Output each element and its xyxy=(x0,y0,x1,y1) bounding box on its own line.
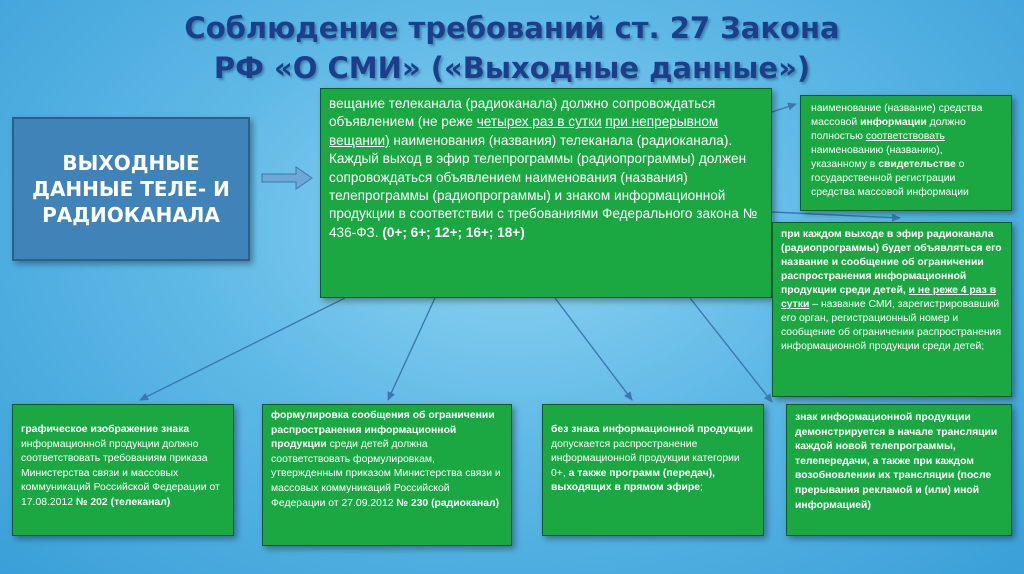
r1-text-7: о государственной регистрации средства массовой информации xyxy=(811,159,969,198)
b3-text-4: ; xyxy=(699,482,703,494)
r2-text-4: название СМИ, зарегистрировавший его орган, регистрационный номер и сообщение об ограничении распространения информационной продукции среди детей; xyxy=(781,299,1002,352)
r2-text-3: – xyxy=(809,299,821,310)
r1-text-6: свидетельстве xyxy=(878,159,956,170)
b2-text-4: (радиоканал) xyxy=(428,497,500,509)
b1-text-2: информационной продукции должно соответствовать требованиям приказа Министерства связи и массовых коммуникаций Российской Федерации от 17.08.2012 xyxy=(21,438,220,508)
arrow-to-bottom-4 xyxy=(690,298,772,402)
output-data-title-box xyxy=(12,117,250,261)
b1-text-4: (телеканал) xyxy=(107,496,171,508)
main-text-1: вещание телеканала (радиоканала) должно сопровождаться объявлением (не реже xyxy=(329,96,716,130)
media-name-box xyxy=(800,95,1012,211)
arrow-to-bottom-1 xyxy=(140,298,345,400)
b1-text-1: графическое изображение знака xyxy=(21,424,190,435)
message-wording-box xyxy=(262,404,512,546)
main-text-5: наименования (названия) телеканала (радиоканала). Каждый выход в эфир телепрограммы (радиопрограммы) должен сопровождаться объявлением наименования (названия) телепрограммы (радиопрограммы) и знаком информационной продукции в соответствии с требованиями Федерального закона № 436-ФЗ. xyxy=(329,132,758,240)
r1-text-5: наименованию (названию), указанному в xyxy=(811,145,943,170)
radio-announcement-box xyxy=(772,222,1012,397)
b3-text-2: допускается распространение информационной продукции категории 0+, xyxy=(551,438,740,479)
graphic-sign-box xyxy=(12,404,234,536)
title-line-2: РФ «О СМИ» («Выходные данные») xyxy=(213,51,811,85)
arrow-to-bottom-2 xyxy=(388,298,435,400)
sign-display-box xyxy=(786,404,1012,536)
main-text-6: (0+; 6+; 12+; 16+; 18+) xyxy=(382,224,525,240)
main-text-4: при непрерывном вещании) xyxy=(329,114,719,148)
r1-text-2: информации xyxy=(860,117,927,128)
b2-text-1: формулировка сообщения об ограничении распространения информационной продукции xyxy=(271,410,495,451)
r2-text-2: и не реже 4 раз в сутки xyxy=(781,285,997,310)
output-data-title: ВЫХОДНЫЕ ДАННЫЕ ТЕЛЕ- И РАДИОКАНАЛА xyxy=(32,151,230,227)
arrow-to-right-mid xyxy=(772,212,900,218)
b3-text-1: без знака информационной продукции xyxy=(551,424,753,435)
main-text-2: четырех раз в сутки xyxy=(476,114,602,130)
b2-text-2: среди детей должна соответствовать формулировкам, утвержденным приказом Министерства связи и массовых коммуникаций Российской Федерации от 27.09.2012 xyxy=(271,439,501,509)
r2-text-1: при каждом выходе в эфир радиоканала (радиопрограммы) будет объявляться его название и сообщение об ограничении распространения информационной продукции среди детей, xyxy=(781,229,1002,296)
b1-text-3: № 202 xyxy=(75,496,108,508)
b2-text-3: № 230 xyxy=(396,497,429,509)
r1-text-1: наименование (название) средства массовой xyxy=(811,103,983,128)
main-requirements-box xyxy=(320,88,772,298)
r1-text-4: соответствовать xyxy=(865,131,945,142)
b3-text-3: а также программ (передач), выходящих в прямом эфире xyxy=(551,467,716,494)
b4-text-1: знак информационной продукции демонстрируется в начале трансляции каждой новой телепрограммы, телепередачи, а также при каждом возобновлении их трансляции (после прерывания рекламой и (или) иной информацией) xyxy=(795,412,998,511)
block-arrow xyxy=(262,167,312,189)
no-sign-box xyxy=(542,404,764,536)
r1-text-3: должно полностью xyxy=(811,117,966,142)
arrow-to-right-top xyxy=(772,104,796,112)
arrow-to-bottom-3 xyxy=(555,298,632,400)
title-line-1: Соблюдение требований ст. 27 Закона xyxy=(184,11,840,45)
